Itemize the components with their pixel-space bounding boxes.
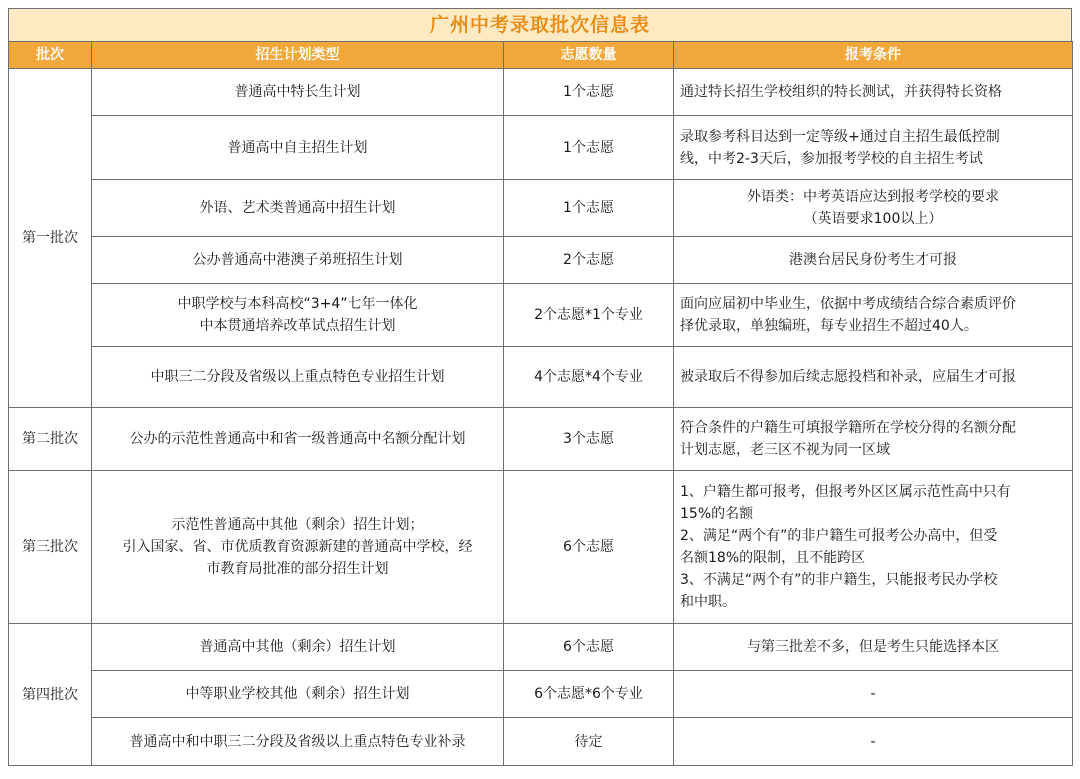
condition-line: 2、满足“两个有”的非户籍生可报考公办高中，但受 bbox=[680, 528, 998, 544]
condition-line: 15%的名额 bbox=[680, 506, 754, 522]
header-conditions: 报考条件 bbox=[674, 42, 1073, 69]
table-row bbox=[9, 69, 1073, 116]
header-choice-count: 志愿数量 bbox=[504, 42, 674, 69]
condition-line: 被录取后不得参加后续志愿投档和补录，应届生才可报 bbox=[680, 369, 1016, 385]
batch-cell: 第一批次 bbox=[9, 69, 92, 408]
condition-line: 择优录取，单独编班，每专业招生不超过40人。 bbox=[680, 318, 978, 334]
condition-line: 3、不满足“两个有”的非户籍生，只能报考民办学校 bbox=[680, 572, 998, 588]
plan-type-line: 中等职业学校其他（剩余）招生计划 bbox=[185, 686, 410, 702]
condition-cell bbox=[674, 180, 1073, 237]
plan-type-cell bbox=[92, 347, 504, 408]
choice-count-cell: 1个志愿 bbox=[504, 180, 674, 237]
condition-line: 外语类：中考英语应达到报考学校的要求 bbox=[747, 189, 999, 205]
plan-type-cell bbox=[92, 180, 504, 237]
table-row bbox=[9, 408, 1073, 471]
condition-line: 通过特长招生学校组织的特长测试，并获得特长资格 bbox=[680, 84, 1002, 100]
choice-count-cell: 1个志愿 bbox=[504, 69, 674, 116]
plan-type-line: 中职学校与本科高校“3+4”七年一体化 bbox=[177, 296, 418, 312]
plan-type-cell bbox=[92, 284, 504, 347]
plan-type-cell bbox=[92, 408, 504, 471]
table-row bbox=[9, 284, 1073, 347]
condition-line: 线，中考2-3天后，参加报考学校的自主招生考试 bbox=[680, 150, 983, 167]
table-row bbox=[9, 116, 1073, 180]
condition-line: 港澳台居民身份考生才可报 bbox=[789, 252, 957, 268]
header-batch: 批次 bbox=[9, 42, 92, 69]
condition-cell bbox=[674, 671, 1073, 718]
plan-type-line: 示范性普通高中其他（剩余）招生计划； bbox=[171, 517, 424, 533]
condition-line: 录取参考科目达到一定等级+通过自主招生最低控制 bbox=[680, 128, 1000, 145]
condition-cell bbox=[674, 69, 1073, 116]
plan-type-line: 普通高中特长生计划 bbox=[234, 84, 361, 100]
condition-line: - bbox=[870, 733, 876, 750]
plan-type-line: 公办的示范性普通高中和省一级普通高中名额分配计划 bbox=[129, 431, 466, 447]
table-row bbox=[9, 471, 1073, 624]
plan-type-line: 普通高中和中职三二分段及省级以上重点特色专业补录 bbox=[129, 733, 466, 750]
admission-batch-table bbox=[8, 41, 1073, 766]
condition-line: - bbox=[870, 686, 876, 702]
plan-type-line: 普通高中自主招生计划 bbox=[227, 139, 368, 156]
plan-type-cell bbox=[92, 471, 504, 624]
table-row bbox=[9, 237, 1073, 284]
choice-count-cell: 6个志愿 bbox=[504, 624, 674, 671]
plan-type-cell bbox=[92, 116, 504, 180]
choice-count-cell: 2个志愿*1个专业 bbox=[504, 284, 674, 347]
plan-type-line: 外语、艺术类普通高中招生计划 bbox=[199, 200, 396, 216]
condition-cell bbox=[674, 408, 1073, 471]
choice-count-cell: 1个志愿 bbox=[504, 116, 674, 180]
header-plan-type: 招生计划类型 bbox=[92, 42, 504, 69]
plan-type-cell bbox=[92, 237, 504, 284]
condition-line: 1、户籍生都可报考，但报考外区区属示范性高中只有 bbox=[680, 484, 1011, 500]
plan-type-cell bbox=[92, 69, 504, 116]
condition-cell bbox=[674, 116, 1073, 180]
choice-count-cell: 3个志愿 bbox=[504, 408, 674, 471]
condition-cell bbox=[674, 471, 1073, 624]
plan-type-line: 市教育局批准的部分招生计划 bbox=[206, 561, 389, 577]
plan-type-line: 公办普通高中港澳子弟班招生计划 bbox=[192, 252, 403, 268]
choice-count-cell: 6个志愿 bbox=[504, 471, 674, 624]
table-title: 广州中考录取批次信息表 bbox=[8, 8, 1072, 41]
condition-line: 面向应届初中毕业生，依据中考成绩结合综合素质评价 bbox=[680, 296, 1016, 312]
plan-type-line: 中本贯通培养改革试点招生计划 bbox=[199, 318, 396, 334]
plan-type-line: 普通高中其他（剩余）招生计划 bbox=[199, 639, 396, 655]
table-row bbox=[9, 347, 1073, 408]
plan-type-cell bbox=[92, 718, 504, 766]
condition-cell bbox=[674, 284, 1073, 347]
condition-line: 与第三批差不多，但是考生只能选择本区 bbox=[747, 639, 999, 655]
table-row bbox=[9, 180, 1073, 237]
condition-line: 名额18%的限制，且不能跨区 bbox=[680, 550, 866, 566]
plan-type-cell bbox=[92, 671, 504, 718]
plan-type-line: 引入国家、省、市优质教育资源新建的普通高中学校，经 bbox=[122, 539, 473, 555]
condition-cell bbox=[674, 624, 1073, 671]
admission-table-sheet bbox=[8, 8, 1072, 766]
batch-cell: 第二批次 bbox=[9, 408, 92, 471]
plan-type-line: 中职三二分段及省级以上重点特色专业招生计划 bbox=[150, 369, 445, 385]
batch-cell: 第四批次 bbox=[9, 624, 92, 766]
condition-line: 计划志愿，老三区不视为同一区域 bbox=[680, 442, 890, 458]
choice-count-cell: 待定 bbox=[504, 718, 674, 766]
choice-count-cell: 4个志愿*4个专业 bbox=[504, 347, 674, 408]
choice-count-cell: 2个志愿 bbox=[504, 237, 674, 284]
condition-cell bbox=[674, 237, 1073, 284]
choice-count-cell: 6个志愿*6个专业 bbox=[504, 671, 674, 718]
condition-cell bbox=[674, 347, 1073, 408]
condition-line: 和中职。 bbox=[680, 594, 736, 610]
table-row bbox=[9, 624, 1073, 671]
condition-cell bbox=[674, 718, 1073, 766]
batch-cell: 第三批次 bbox=[9, 471, 92, 624]
plan-type-cell bbox=[92, 624, 504, 671]
condition-line: （英语要求100以上） bbox=[803, 211, 943, 227]
header-row bbox=[9, 42, 1073, 69]
condition-line: 符合条件的户籍生可填报学籍所在学校分得的名额分配 bbox=[680, 420, 1016, 436]
table-row bbox=[9, 718, 1073, 766]
table-row bbox=[9, 671, 1073, 718]
